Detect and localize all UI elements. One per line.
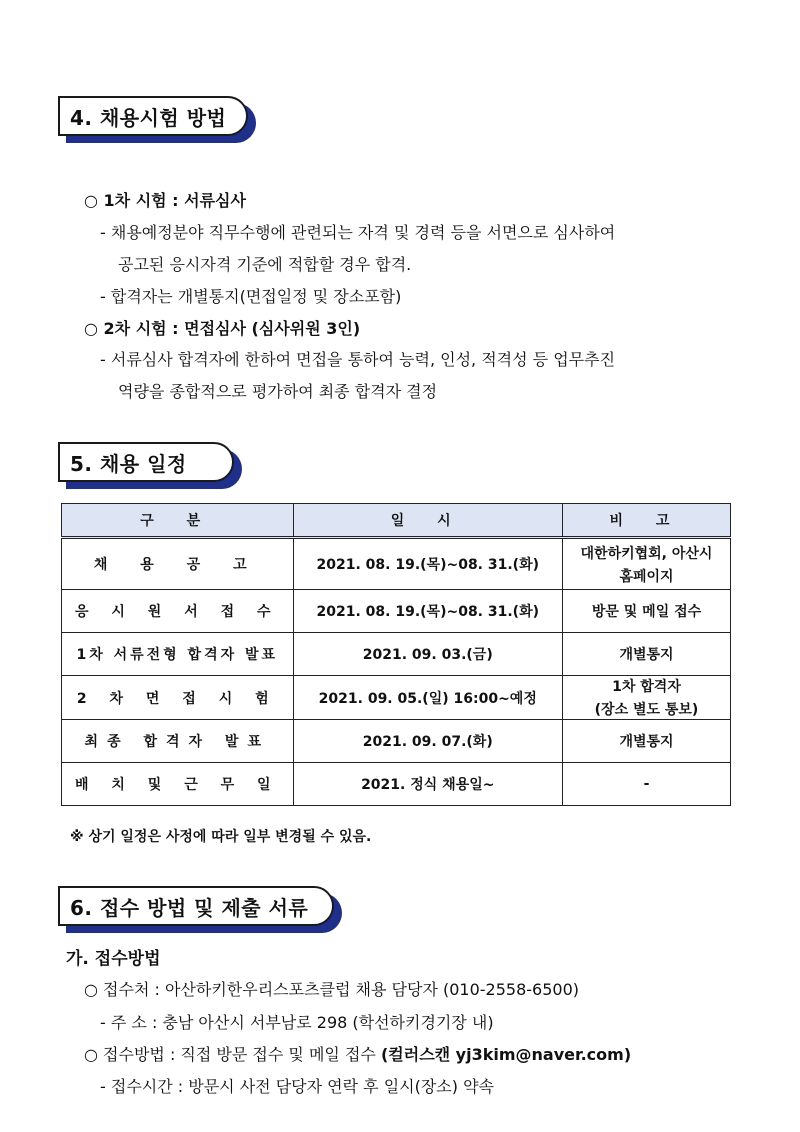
row-note: 개별통지: [563, 633, 731, 676]
section-5-header: [58, 442, 234, 482]
exam-1-desc-line1: - 채용예정분야 직무수행에 관련되는 자격 및 경력 등을 서면으로 심사하여: [100, 223, 616, 242]
row-label: 최종 합격자 발표: [62, 720, 294, 763]
col-header-date: 일 시: [293, 504, 562, 538]
row-label: 1차 서류전형 합격자 발표: [62, 633, 294, 676]
row-date: 2021. 정식 채용일~: [293, 763, 562, 806]
reception-method: ○ 접수방법 : 직접 방문 접수 및 메일 접수 (컬러스캔 yj3kim@naver.com): [84, 1045, 632, 1064]
section-5-title: 5. 채용 일정: [58, 442, 234, 482]
row-note: 대한하키협회, 아산시 홈페이지: [563, 538, 731, 590]
reception-time: - 접수시간 : 방문시 사전 담당자 연락 후 일시(장소) 약속: [100, 1077, 494, 1096]
exam-1-desc-line3: - 합격자는 개별통지(면접일정 및 장소포함): [100, 287, 402, 306]
row-note: 개별통지: [563, 720, 731, 763]
table-row: [62, 538, 731, 590]
subsection-title: 가. 접수방법: [66, 949, 161, 969]
row-date: 2021. 09. 05.(일) 16:00~예정: [293, 676, 562, 720]
row-label: 배 치 및 근 무 일: [62, 763, 294, 806]
section-6-title: 6. 접수 방법 및 제출 서류: [58, 886, 334, 926]
col-header-remarks: 비 고: [563, 504, 731, 538]
exam-2-desc-line2: 역량을 종합적으로 평가하여 최종 합격자 결정: [118, 382, 438, 401]
reception-place: ○ 접수처 : 아산하키한우리스포츠클럽 채용 담당자 (010-2558-6500): [84, 980, 579, 999]
row-note: 1차 합격자 (장소 별도 통보): [563, 676, 731, 720]
schedule-note: ※ 상기 일정은 사정에 따라 일부 변경될 수 있음.: [70, 829, 372, 845]
col-header-category: 구 분: [62, 504, 294, 538]
row-label: 응 시 원 서 접 수: [62, 590, 294, 633]
schedule-header-row: [62, 504, 731, 538]
row-date: 2021. 09. 03.(금): [293, 633, 562, 676]
row-date: 2021. 08. 19.(목)~08. 31.(화): [293, 590, 562, 633]
section-4-title: 4. 채용시험 방법: [58, 96, 248, 136]
row-note: 방문 및 메일 접수: [563, 590, 731, 633]
section-4-header: [58, 96, 248, 136]
table-row: [62, 720, 731, 763]
schedule-table: [61, 503, 731, 806]
row-label: 2 차 면 접 시 험: [62, 676, 294, 720]
row-date: 2021. 08. 19.(목)~08. 31.(화): [293, 538, 562, 590]
reception-email: (컬러스캔 yj3kim@naver.com): [380, 1045, 632, 1064]
table-row: [62, 590, 731, 633]
table-row: [62, 763, 731, 806]
exam-1-desc-line2: 공고된 응시자격 기준에 적합할 경우 합격.: [118, 255, 412, 274]
exam-2-desc-line1: - 서류심사 합격자에 한하여 면접을 통하여 능력, 인성, 적격성 등 업무추진: [100, 350, 616, 369]
reception-address: - 주 소 : 충남 아산시 서부남로 298 (학선하키경기장 내): [100, 1013, 494, 1032]
section-6-header: [58, 886, 334, 926]
row-label: 채 용 공 고: [62, 538, 294, 590]
row-note: -: [563, 763, 731, 806]
table-row: [62, 633, 731, 676]
row-date: 2021. 09. 07.(화): [293, 720, 562, 763]
exam-1-heading: ○ 1차 시험 : 서류심사: [84, 191, 246, 210]
table-row: [62, 676, 731, 720]
exam-2-heading: ○ 2차 시험 : 면접심사 (심사위원 3인): [84, 319, 361, 338]
